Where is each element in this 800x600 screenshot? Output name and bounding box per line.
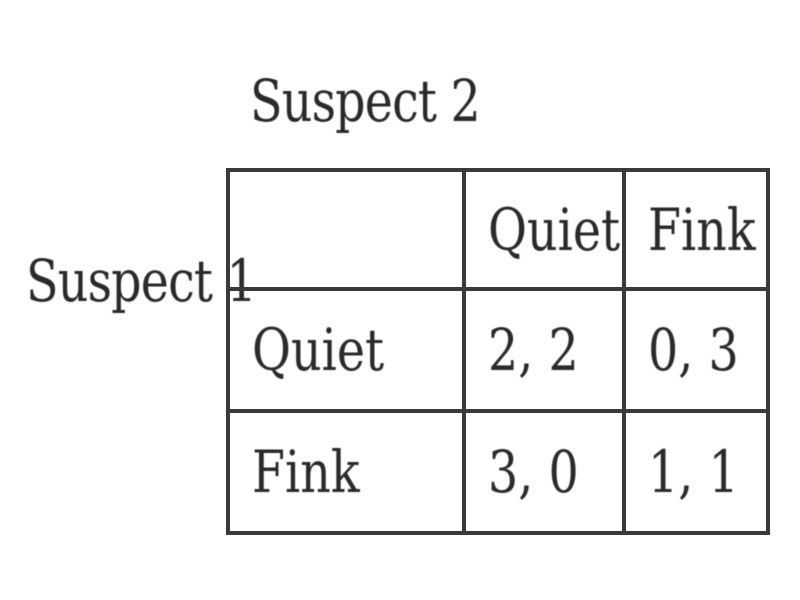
row-player-label: Suspect 1 bbox=[26, 247, 256, 315]
payoff-value: 1, 1 bbox=[648, 438, 739, 506]
table-row bbox=[228, 411, 768, 533]
row-header-quiet bbox=[228, 289, 464, 411]
payoff-cell bbox=[624, 289, 768, 411]
corner-cell bbox=[228, 170, 464, 289]
column-header-quiet bbox=[464, 170, 624, 289]
table-row bbox=[228, 289, 768, 411]
row-header-label: Quiet bbox=[252, 316, 385, 384]
payoff-cell bbox=[624, 411, 768, 533]
payoff-cell bbox=[464, 411, 624, 533]
column-header-fink bbox=[624, 170, 768, 289]
row-header-label: Fink bbox=[252, 438, 360, 506]
row-header-fink bbox=[228, 411, 464, 533]
column-header-label: Fink bbox=[648, 195, 756, 264]
column-header-label: Quiet bbox=[488, 195, 621, 264]
payoff-value: 2, 2 bbox=[488, 316, 579, 384]
payoff-cell bbox=[464, 289, 624, 411]
payoff-value: 0, 3 bbox=[648, 316, 739, 384]
table-header-row bbox=[228, 170, 768, 289]
payoff-value: 3, 0 bbox=[488, 438, 579, 506]
payoff-matrix bbox=[226, 168, 770, 535]
column-player-label: Suspect 2 bbox=[250, 67, 480, 135]
